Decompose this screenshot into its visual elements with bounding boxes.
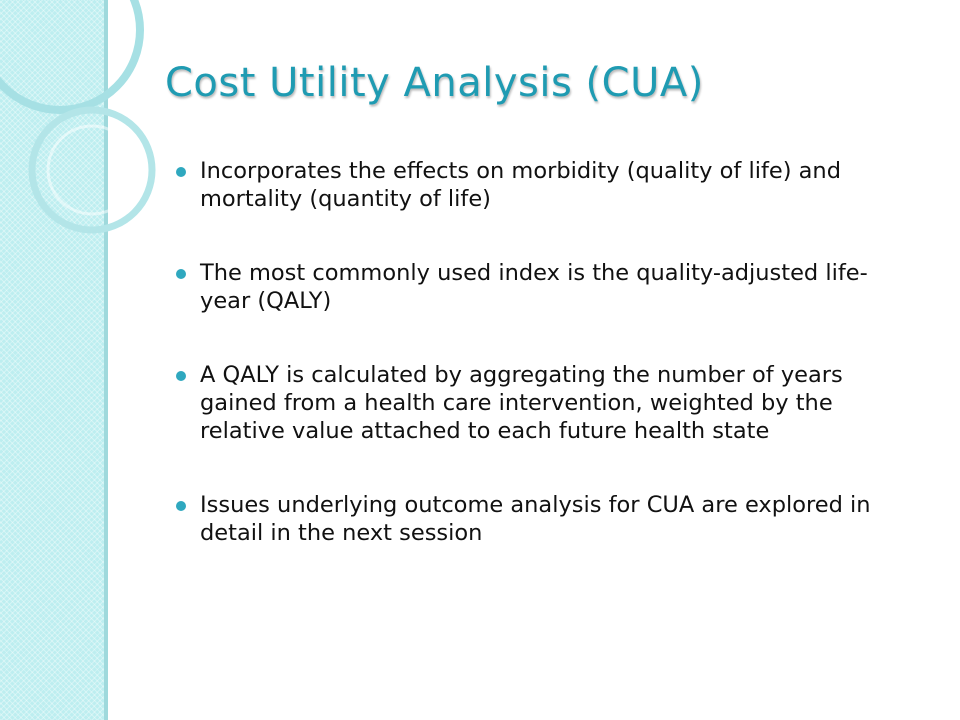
- bullet-icon: [176, 167, 186, 177]
- bullet-text: The most commonly used index is the quality-adjusted life-year (QALY): [200, 260, 868, 314]
- decorative-circles: [0, 0, 160, 260]
- bullet-text: A QALY is calculated by aggregating the number of years gained from a health care intervention, weighted by the relative value attached to each future health state: [200, 362, 843, 444]
- decorative-circle-inner: [48, 126, 136, 214]
- bullet-item: [176, 157, 876, 213]
- bullet-icon: [176, 371, 186, 381]
- bullet-icon: [176, 501, 186, 511]
- bullet-text: Issues underlying outcome analysis for CUA are explored in detail in the next session: [200, 492, 871, 546]
- bullet-list: [176, 157, 876, 593]
- bullet-text: Incorporates the effects on morbidity (quality of life) and mortality (quantity of life): [200, 158, 841, 212]
- bullet-item: [176, 361, 876, 445]
- slide-title: Cost Utility Analysis (CUA): [165, 60, 704, 106]
- bullet-icon: [176, 269, 186, 279]
- bullet-item: [176, 259, 876, 315]
- decorative-circle-small: [32, 110, 152, 230]
- decorative-circle-large: [0, 0, 140, 110]
- bullet-item: [176, 491, 876, 547]
